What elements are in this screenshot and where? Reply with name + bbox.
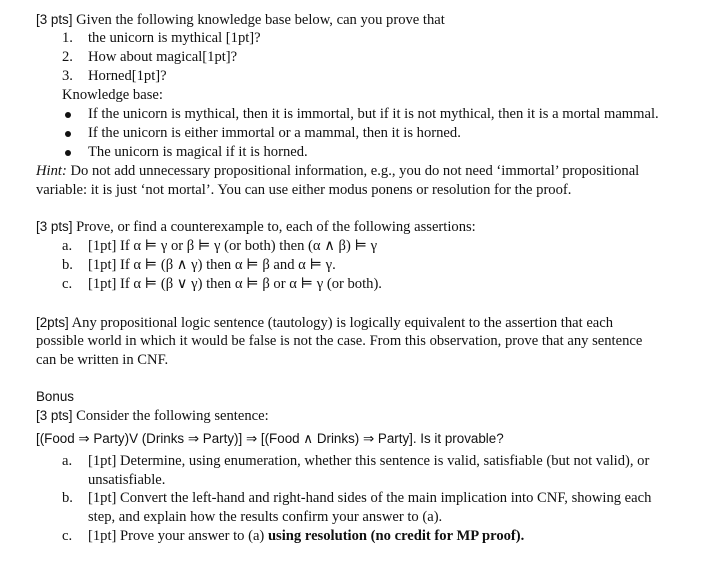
kb-item: If the unicorn is either immortal or a mammal, then it is horned.: [88, 125, 461, 141]
q1-intro: Given the following knowledge base below, can you prove that: [72, 12, 445, 28]
bonus-points: [3 pts]: [36, 408, 73, 423]
bonus-item-text: [1pt] Determine, using enumeration, whether this sentence is valid, satisfiable (but not valid), or: [88, 453, 650, 469]
q1-points: [3 pts]: [36, 12, 73, 27]
q1-item-number: 2.: [62, 49, 73, 65]
knowledge-base-label: Knowledge base:: [62, 87, 163, 103]
hint-text: Do not add unnecessary propositional information, e.g., you do not need ‘immortal’ propositional: [66, 163, 640, 179]
bullet-icon: [65, 150, 71, 156]
q2-intro: Prove, or find a counterexample to, each of the following assertions:: [72, 219, 476, 235]
q3-text: Any propositional logic sentence (tautology) is logically equivalent to the assertion that each: [68, 315, 614, 331]
q1-item-number: 1.: [62, 30, 73, 46]
q2-item-text: [1pt] If α ⊨ (β ∨ γ) then α ⊨ β or α ⊨ γ (or both).: [88, 276, 382, 292]
kb-item: The unicorn is magical if it is horned.: [88, 144, 308, 160]
bonus-intro: Consider the following sentence:: [72, 408, 269, 424]
bonus-intro-line: [36, 406, 269, 426]
bullet-icon: [65, 112, 71, 118]
q1-intro-line: [36, 10, 445, 30]
q2-item-letter: c.: [62, 276, 73, 292]
q2-item-text: [1pt] If α ⊨ (β ∧ γ) then α ⊨ β and α ⊨ γ.: [88, 257, 336, 273]
hint-line-2: variable: it is just ‘not mortal’. You can use either modus ponens or resolution for the proof.: [36, 182, 572, 198]
q2-item-letter: b.: [62, 257, 73, 273]
bonus-item-c-text: [1pt] Prove your answer to (a): [88, 528, 268, 544]
q2-intro-line: [36, 217, 476, 237]
q2-item-text: [1pt] If α ⊨ γ or β ⊨ γ (or both) then (α ∧ β) ⊨ γ: [88, 238, 378, 254]
bonus-sentence: [(Food ⇒ Party)V (Drinks ⇒ Party)] ⇒ [(Food ∧ Drinks) ⇒ Party]. Is it provable?: [36, 431, 504, 446]
bonus-item-text: step, and explain how the results confirm your answer to (a).: [88, 509, 443, 525]
kb-item: If the unicorn is mythical, then it is immortal, but if it is not mythical, then it is a mortal mammal.: [88, 106, 659, 122]
bonus-item-text: [1pt] Convert the left-hand and right-hand sides of the main implication into CNF, showing each: [88, 490, 652, 506]
q3-line-3: can be written in CNF.: [36, 352, 169, 368]
q2-points: [3 pts]: [36, 219, 73, 234]
bonus-title: Bonus: [36, 389, 74, 404]
q3-line-1: [36, 313, 613, 333]
q1-item-text: the unicorn is mythical [1pt]?: [88, 30, 261, 46]
q1-item-text: Horned[1pt]?: [88, 68, 167, 84]
bonus-item-text: [88, 527, 524, 546]
q1-item-number: 3.: [62, 68, 73, 84]
bullet-icon: [65, 131, 71, 137]
q3-points: [2pts]: [36, 315, 69, 330]
bonus-item-c-bold: using resolution (no credit for MP proof).: [267, 528, 525, 544]
q2-item-letter: a.: [62, 238, 73, 254]
hint-label: Hint:: [36, 163, 67, 179]
q3-line-2: possible world in which it would be false is not the case. From this observation, prove that any sentence: [36, 333, 643, 349]
bonus-item-letter: a.: [62, 453, 73, 469]
q1-item-text: How about magical[1pt]?: [88, 49, 238, 65]
bonus-item-letter: b.: [62, 490, 73, 506]
hint-line-1: [36, 162, 639, 181]
bonus-item-text: unsatisfiable.: [88, 472, 166, 488]
bonus-item-letter: c.: [62, 528, 73, 544]
